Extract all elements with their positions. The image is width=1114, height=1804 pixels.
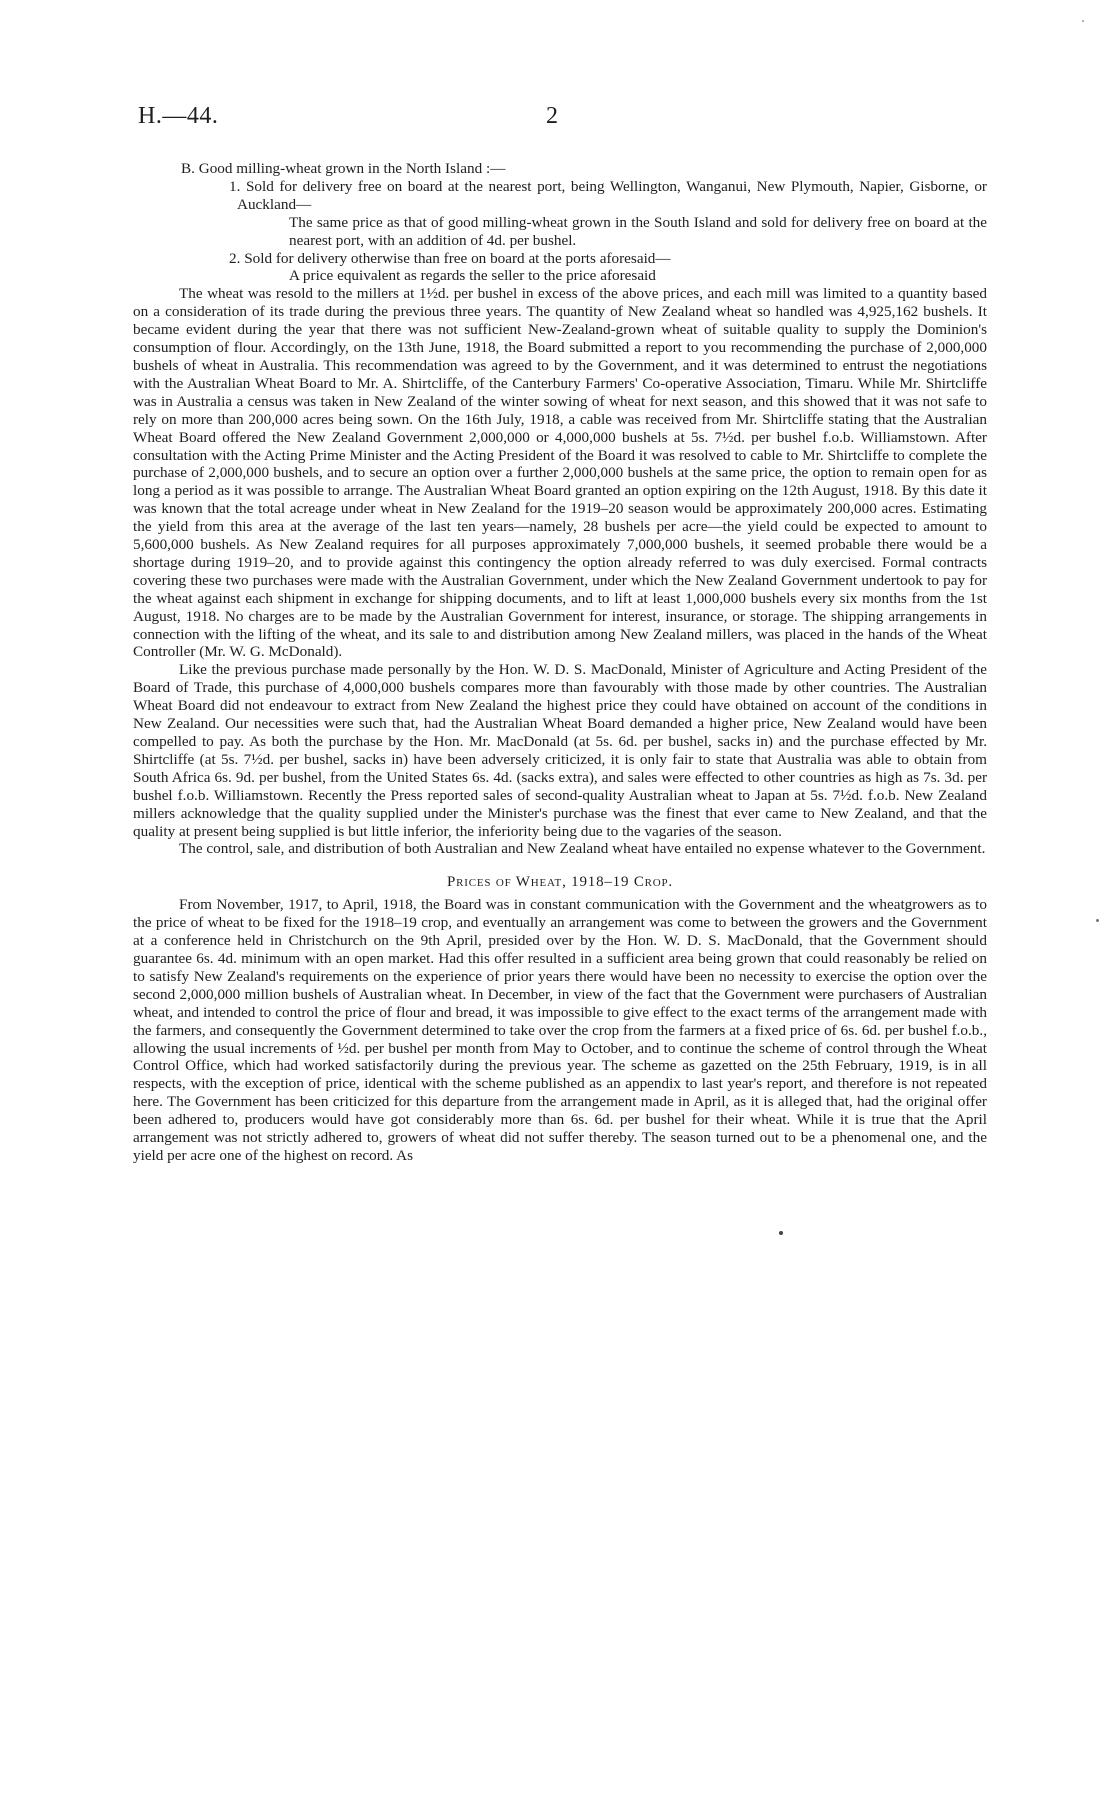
section-b-item-1-text: The same price as that of good milling-wheat grown in the South Island and sold for delivery free on board at the nearest port, with an addition of 4d. per bushel.: [289, 213, 987, 249]
document-reference: H.—44.: [138, 103, 219, 129]
section-b-heading: B. Good milling-wheat grown in the North Island :—: [181, 160, 506, 177]
paragraph-price-comparison: Like the previous purchase made personally by the Hon. W. D. S. MacDonald, Minister of Agriculture and Acting President of the Board of Trade, this purchase of 4,000,000 bushels compares more than favourably with those made by other countries. The Australian Wheat Board did not endeavour to extract from New Zealand the highest price they could have obtained on account of the conditions in New Zealand. Our necessities were such that, had the Australian Wheat Board demanded a higher price, New Zealand would have been compelled to pay. As both the purchase by the Hon. Mr. MacDonald (at 5s. 6d. per bushel, sacks in) and the purchase effected by Mr. Shirtcliffe (at 5s. 7½d. per bushel, sacks in) have been adversely criticized, it is only fair to state that Australia was able to obtain from South Africa 6s. 9d. per bushel, from the United States 6s. 4d. (sacks extra), and sales were effected to other countries as high as 7s. 3d. per bushel f.o.b. Williamstown. Recently the Press reported sales of second-quality Australian wheat to Japan at 5s. 7½d. f.o.b. New Zealand millers acknowledge that the quality supplied under the Minister's purchase was the finest that ever came to New Zealand, and that the quality at present being supplied is but little inferior, the inferiority being due to the vagaries of the season.: [133, 661, 987, 840]
scan-speck: [1096, 919, 1099, 922]
body-text: [133, 160, 987, 1165]
scan-speck: [1082, 20, 1084, 22]
paragraph-prices-1918-19: From November, 1917, to April, 1918, the Board was in constant communication with the Government and the wheatgrowers as to the price of wheat to be fixed for the 1918–19 crop, and eventually an arrangement was come to between the growers and the Government at a conference held in Christchurch on the 9th April, presided over by the Hon. W. D. S. MacDonald, that the Government should guarantee 6s. 4d. minimum with an open market. Had this offer resulted in a sufficient area being grown that could reasonably be relied on to satisfy New Zealand's requirements on the experience of prior years there would have been no necessity to exercise the option over the second 2,000,000 million bushels of Australian wheat. In December, in view of the fact that the Government were purchasers of Australian wheat, and intended to control the price of flour and bread, it was impossible to give effect to the exact terms of the arrangement made with the farmers, and consequently the Government determined to take over the crop from the farmers at a fixed price of 6s. 6d. per bushel f.o.b., allowing the usual increments of ½d. per bushel per month from May to October, and to continue the scheme of control through the Wheat Control Office, which had worked satisfactorily during the previous year. The scheme as gazetted on the 25th February, 1919, is in all respects, with the exception of price, identical with the scheme published as an appendix to last year's report, and therefore is not repeated here. The Government has been criticized for this departure from the arrangement made in April, as it is alleged that, had the original offer been adhered to, producers would have got considerably more than 6s. 6d. per bushel for their wheat. While it is true that the April arrangement was not strictly adhered to, growers of wheat did not suffer thereby. The season turned out to be a phenomenal one, and the yield per acre one of the highest on record. As: [133, 896, 987, 1164]
section-b-item-2: 2. Sold for delivery otherwise than free on board at the ports aforesaid—: [229, 249, 671, 267]
page-number: 2: [546, 103, 559, 129]
paragraph-no-expense: The control, sale, and distribution of both Australian and New Zealand wheat have entailed no expense whatever to the Government.: [179, 840, 986, 858]
section-b-item-2-text: A price equivalent as regards the seller to the price aforesaid: [289, 267, 656, 285]
paragraph-australian-purchase: The wheat was resold to the millers at 1½d. per bushel in excess of the above prices, and each mill was limited to a quantity based on a consideration of its trade during the previous three years. The quantity of New Zealand wheat so handled was 4,925,162 bushels. It became evident during the year that there was not sufficient New-Zealand-grown wheat of suitable quality to supply the Dominion's consumption of flour. Accordingly, on the 13th June, 1918, the Board submitted a report to you recommending the purchase of 2,000,000 bushels of wheat in Australia. This recommendation was agreed to by the Government, and it was determined to entrust the negotiations with the Australian Wheat Board to Mr. A. Shirtcliffe, of the Canterbury Farmers' Co-operative Association, Timaru. While Mr. Shirtcliffe was in Australia a census was taken in New Zealand of the winter sowing of wheat for next season, and this showed that it was not safe to rely on more than 200,000 acres being sown. On the 16th July, 1918, a cable was received from Mr. Shirtcliffe stating that the Australian Wheat Board offered the New Zealand Government 2,000,000 or 4,000,000 bushels at 5s. 7½d. per bushel f.o.b. Williamstown. After consultation with the Acting Prime Minister and the Acting President of the Board it was resolved to cable to Mr. Shirtcliffe to complete the purchase of 2,000,000 bushels, and to secure an option over a further 2,000,000 bushels at the same price, the option to remain open for as long a period as it was possible to arrange. The Australian Wheat Board granted an option expiring on the 12th August, 1918. By this date it was known that the total acreage under wheat in New Zealand for the 1919–20 season would be approximately 200,000 acres. Estimating the yield from this area at the average of the last ten years—namely, 28 bushels per acre—the yield could be expected to amount to 5,600,000 bushels. As New Zealand requires for all purposes approximately 7,000,000 bushels, it seemed probable there would be a shortage during 1919–20, and to provide against this contingency the option already referred to was duly exercised. Formal contracts covering these two purchases were made with the Australian Government, under which the New Zealand Government undertook to pay for the wheat against each shipment in exchange for shipping documents, and to lift at least 1,000,000 bushels every six months from the 1st August, 1918. No charges are to be made by the Australian Government for interest, insurance, or storage. The shipping arrangements in connection with the lifting of the wheat, and its sale to and distribution among New Zealand millers, was placed in the hands of the Wheat Controller (Mr. W. G. McDonald).: [133, 285, 987, 661]
page-header: [138, 103, 978, 133]
scan-dot: [779, 1231, 783, 1235]
section-b-item-1: 1. Sold for delivery free on board at the nearest port, being Wellington, Wanganui, New Plymouth, Napier, Gisborne, or Auckland—: [229, 177, 987, 213]
section-heading: Prices of Wheat, 1918–19 Crop.: [447, 874, 673, 891]
